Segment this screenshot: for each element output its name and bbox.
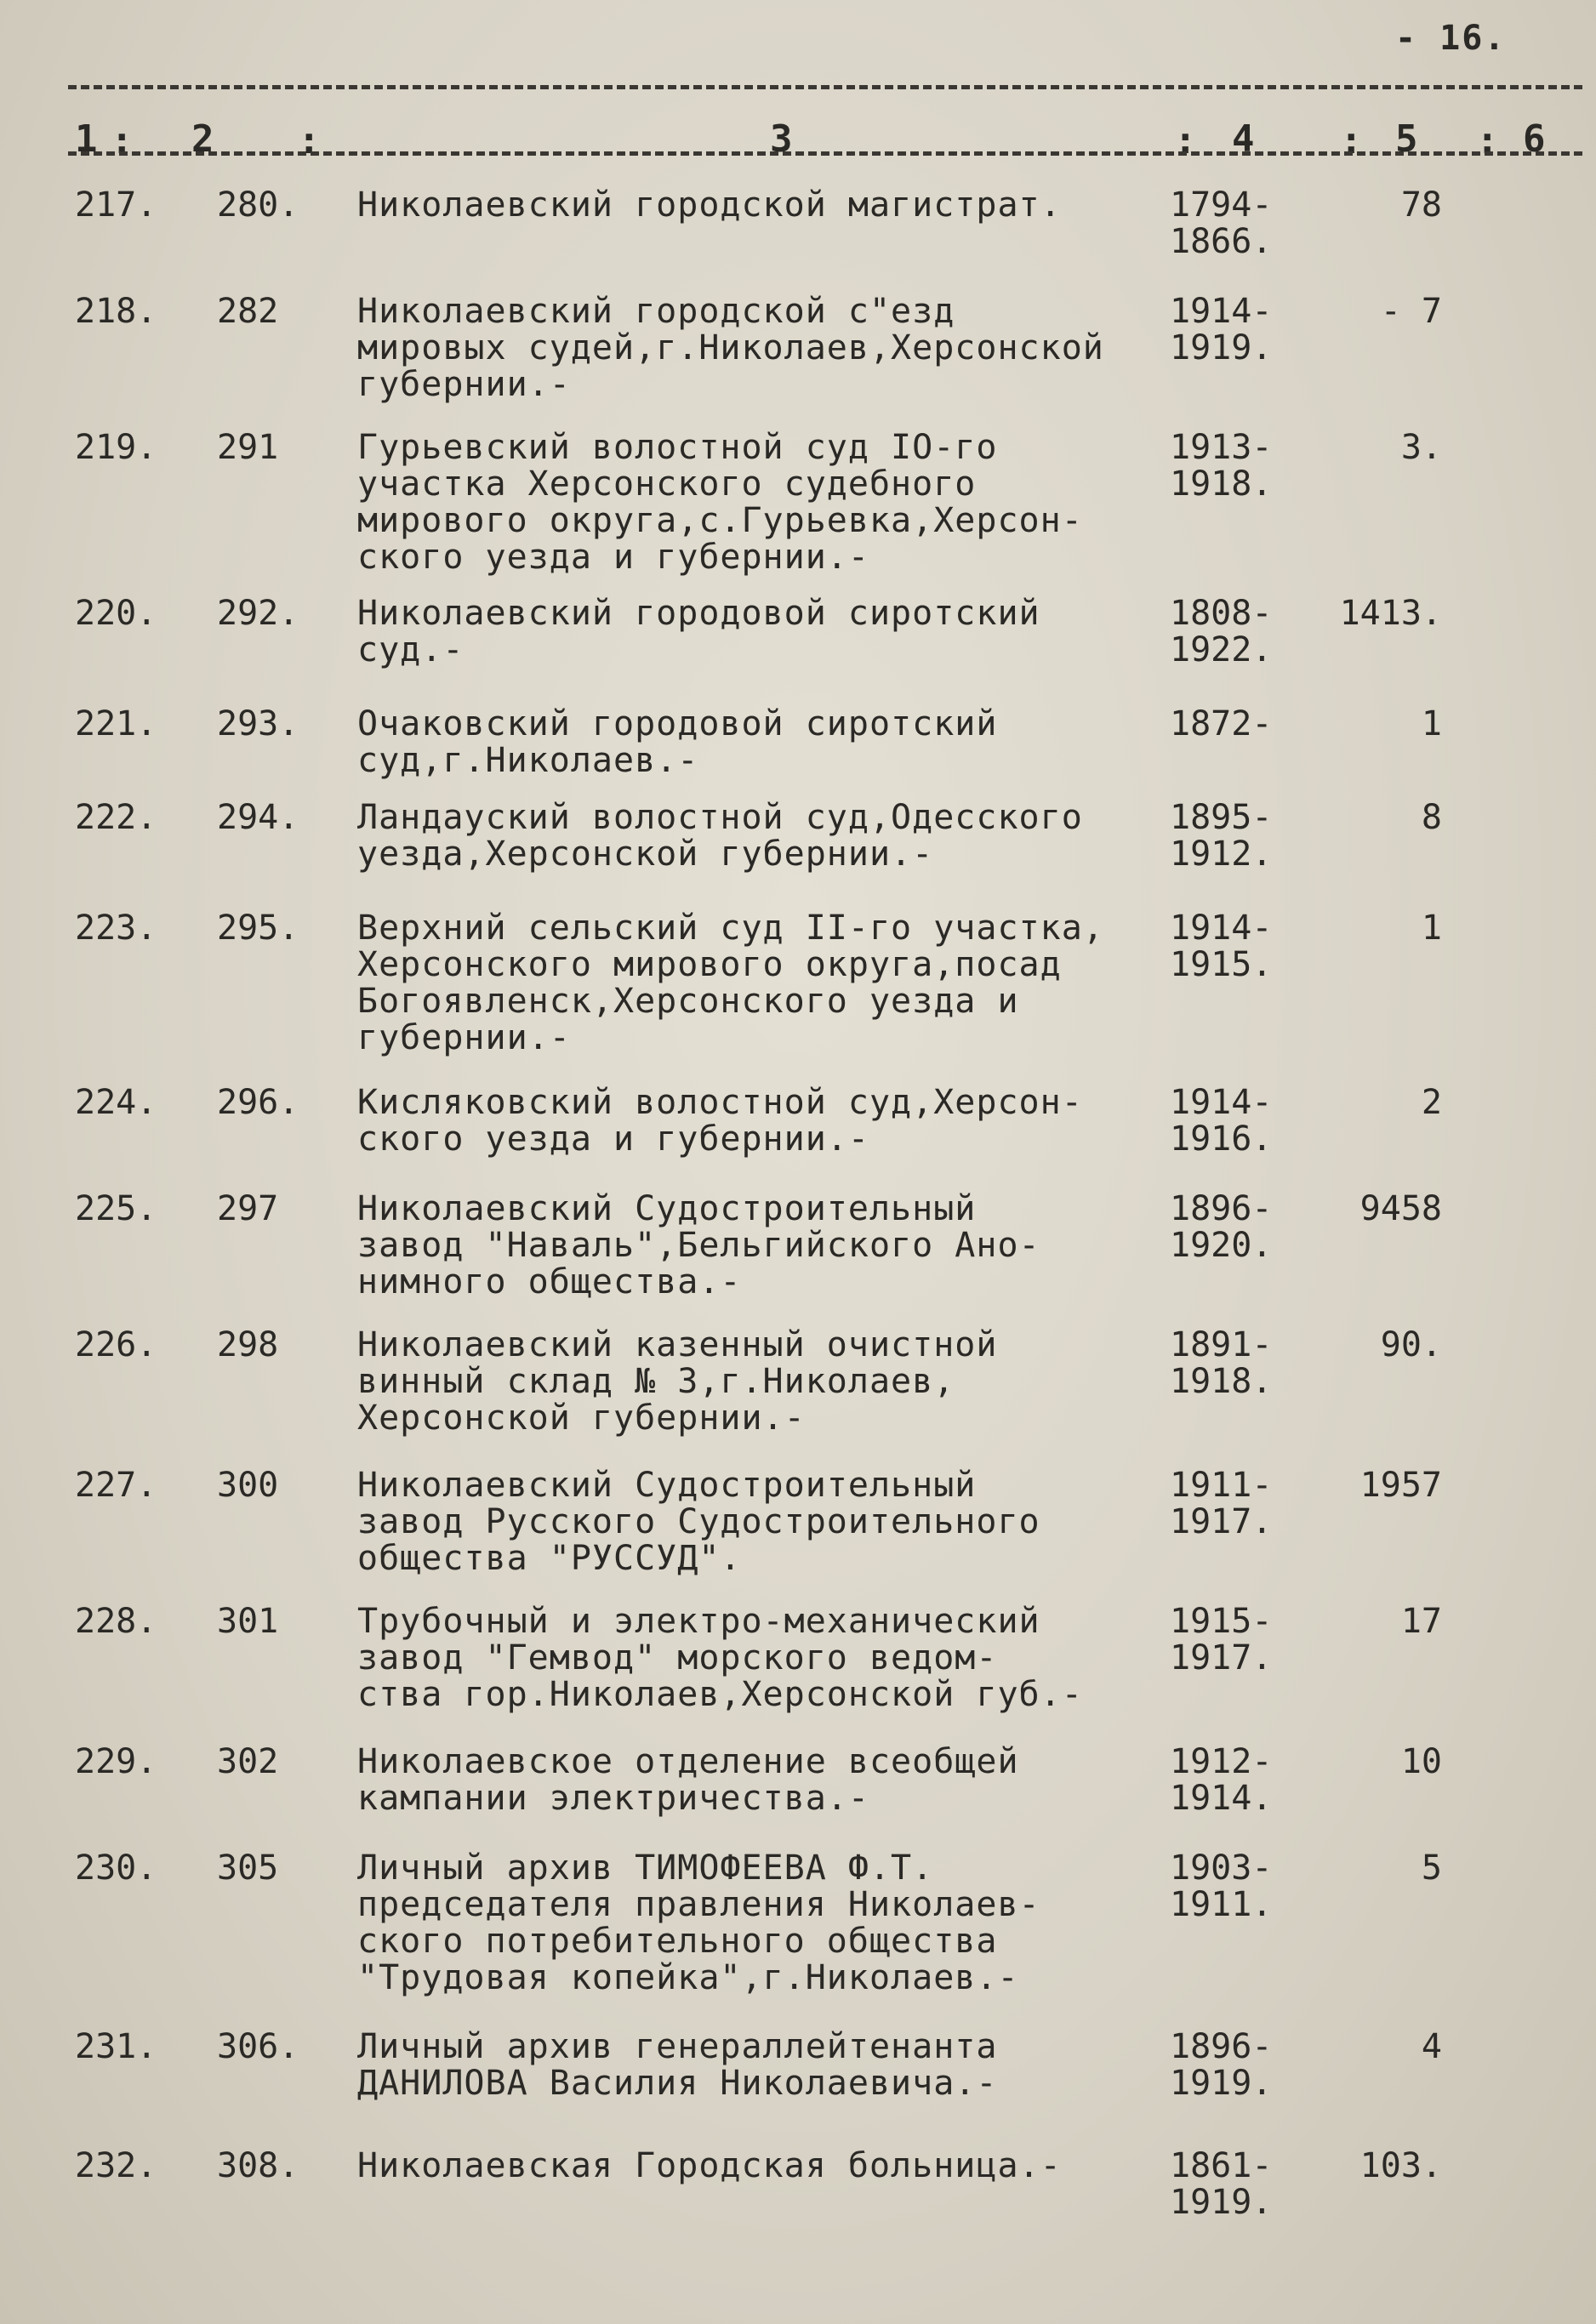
- year-line: 1911.: [1170, 1885, 1273, 1924]
- year-line: 1915.: [1170, 945, 1273, 984]
- year-line: 1922.: [1170, 630, 1273, 669]
- fond-title: [357, 430, 1083, 576]
- item-count: 2: [1421, 1083, 1442, 1122]
- year-line: 1914-: [1170, 1083, 1273, 1122]
- fond-title: [357, 1191, 1040, 1301]
- row-number: 231.: [75, 2027, 157, 2066]
- row-number: 232.: [75, 2146, 157, 2185]
- fond-title-line: Личный архив генераллейтенанта: [357, 2027, 998, 2066]
- fond-title-line: кампании электричества.-: [357, 1779, 869, 1818]
- year-line: 1916.: [1170, 1119, 1273, 1159]
- year-line: 1808-: [1170, 594, 1273, 633]
- year-line: 1911-: [1170, 1466, 1273, 1505]
- fond-title-line: участка Херсонского судебного: [357, 464, 977, 504]
- item-count: 10: [1400, 1742, 1442, 1781]
- fond-title: [357, 706, 997, 779]
- fond-number: 295.: [217, 909, 299, 948]
- year-line: 1919.: [1170, 2183, 1273, 2222]
- fond-title-line: губернии.-: [357, 365, 571, 404]
- item-count: 3.: [1400, 428, 1442, 467]
- top-dashed-rule: [68, 85, 1582, 89]
- date-range: [1170, 293, 1272, 367]
- fond-number: 308.: [217, 2146, 299, 2185]
- fond-number: 301: [217, 1602, 279, 1641]
- fond-title: [357, 2148, 1062, 2184]
- year-line: 1918.: [1170, 1362, 1273, 1401]
- year-line: 1919.: [1170, 2064, 1273, 2103]
- fond-title-line: завод "Гемвод" морского ведом-: [357, 1638, 998, 1677]
- fond-number: 282: [217, 292, 279, 331]
- column-separator: :: [111, 119, 134, 162]
- fond-number: 296.: [217, 1083, 299, 1122]
- fond-title: [357, 293, 1104, 403]
- column-separator: :: [298, 119, 321, 162]
- item-count: 1: [1421, 704, 1442, 743]
- fond-title-line: Николаевская Городская больница.-: [357, 2146, 1062, 2185]
- item-count: 103.: [1359, 2146, 1442, 2185]
- year-line: 1903-: [1170, 1848, 1273, 1888]
- fond-title-line: Гурьевский волостной суд IO-го: [357, 428, 998, 467]
- fond-title-line: мирового округа,с.Гурьевка,Херсон-: [357, 501, 1083, 540]
- year-line: 1872-: [1170, 704, 1273, 743]
- row-number: 221.: [75, 704, 157, 743]
- item-count: 5: [1421, 1848, 1442, 1888]
- date-range: [1170, 1191, 1272, 1264]
- column-header-4: 4: [1232, 117, 1255, 161]
- fond-title-line: Херсонского мирового округа,посад: [357, 945, 1062, 984]
- fond-number: 280.: [217, 185, 299, 225]
- fond-title-line: Николаевский городовой сиротский: [357, 594, 1040, 633]
- fond-title-line: Николаевский городской с"езд: [357, 292, 955, 331]
- fond-title: [357, 1603, 1083, 1713]
- row-number: 217.: [75, 185, 157, 225]
- fond-title-line: завод "Наваль",Бельгийского Ано-: [357, 1226, 1040, 1265]
- fond-title: [357, 1327, 997, 1437]
- page-number: - 16.: [1395, 19, 1507, 58]
- fond-title-line: Очаковский городовой сиротский: [357, 704, 998, 743]
- fond-number: 294.: [217, 798, 299, 837]
- row-number: 226.: [75, 1325, 157, 1364]
- fond-title-line: Херсонской губернии.-: [357, 1398, 806, 1438]
- fond-number: 302: [217, 1742, 279, 1781]
- fond-title-line: Николаевский казенный очистной: [357, 1325, 998, 1364]
- item-count: 90.: [1380, 1325, 1442, 1364]
- fond-title-line: председателя правления Николаев-: [357, 1885, 1040, 1924]
- fond-title-line: Николаевское отделение всеобщей: [357, 1742, 1019, 1781]
- row-number: 229.: [75, 1742, 157, 1781]
- year-line: 1794-: [1170, 185, 1273, 225]
- date-range: [1170, 706, 1272, 743]
- date-range: [1170, 1744, 1272, 1817]
- date-range: [1170, 800, 1272, 873]
- year-line: 1861-: [1170, 2146, 1273, 2185]
- fond-number: 291: [217, 428, 279, 467]
- fond-number: 293.: [217, 704, 299, 743]
- fond-title: [357, 910, 1104, 1057]
- fond-title-line: Верхний сельский суд II-го участка,: [357, 909, 1104, 948]
- item-count: 1413.: [1339, 594, 1442, 633]
- fond-title: [357, 2029, 997, 2102]
- fond-title: [357, 1467, 1040, 1577]
- item-count: 17: [1400, 1602, 1442, 1641]
- fond-title-line: нимного общества.-: [357, 1262, 742, 1302]
- item-count: 9458: [1359, 1189, 1442, 1228]
- fond-title-line: ства гор.Николаев,Херсонской губ.-: [357, 1675, 1083, 1714]
- fond-title-line: Личный архив ТИМОФЕЕВА Ф.Т.: [357, 1848, 934, 1888]
- fond-number: 300: [217, 1466, 279, 1505]
- fond-title-line: завод Русского Судостроительного: [357, 1502, 1040, 1541]
- date-range: [1170, 910, 1272, 983]
- fond-title-line: "Трудовая копейка",г.Николаев.-: [357, 1958, 1019, 1997]
- item-count: 78: [1400, 185, 1442, 225]
- row-number: 222.: [75, 798, 157, 837]
- row-number: 219.: [75, 428, 157, 467]
- fond-title-line: ского потребительного общества: [357, 1922, 998, 1961]
- column-header-6: 6: [1523, 117, 1546, 161]
- fond-title-line: Кисляковский волостной суд,Херсон-: [357, 1083, 1083, 1122]
- fond-number: 297: [217, 1189, 279, 1228]
- fond-title: [357, 1850, 1040, 1996]
- fond-title-line: ского уезда и губернии.-: [357, 1119, 869, 1159]
- fond-title: [357, 595, 1040, 669]
- fond-number: 292.: [217, 594, 299, 633]
- fond-title-line: винный склад № 3,г.Николаев,: [357, 1362, 955, 1401]
- fond-title-line: Николаевский Судостроительный: [357, 1466, 977, 1505]
- fond-title-line: ДАНИЛОВА Василия Николаевича.-: [357, 2064, 998, 2103]
- fond-title-line: губернии.-: [357, 1018, 571, 1057]
- fond-title: [357, 1085, 1083, 1158]
- year-line: 1891-: [1170, 1325, 1273, 1364]
- fond-title-line: мировых судей,г.Николаев,Херсонской: [357, 328, 1104, 367]
- year-line: 1896-: [1170, 2027, 1273, 2066]
- column-header-5: 5: [1395, 117, 1418, 161]
- fond-title: [357, 1744, 1019, 1817]
- fond-title-line: Богоявленск,Херсонского уезда и: [357, 982, 1019, 1021]
- year-line: 1919.: [1170, 328, 1273, 367]
- row-number: 227.: [75, 1466, 157, 1505]
- date-range: [1170, 430, 1272, 503]
- year-line: 1920.: [1170, 1226, 1273, 1265]
- fond-title-line: Трубочный и электро-механический: [357, 1602, 1040, 1641]
- year-line: 1866.: [1170, 222, 1273, 261]
- year-line: 1917.: [1170, 1638, 1273, 1677]
- date-range: [1170, 595, 1272, 669]
- row-number: 225.: [75, 1189, 157, 1228]
- date-range: [1170, 2029, 1272, 2102]
- item-count: - 7: [1380, 292, 1442, 331]
- fond-title: [357, 187, 1062, 224]
- fond-title: [357, 800, 1083, 873]
- year-line: 1912-: [1170, 1742, 1273, 1781]
- row-number: 224.: [75, 1083, 157, 1122]
- fond-title-line: уезда,Херсонской губернии.-: [357, 834, 934, 874]
- column-separator: :: [1174, 119, 1197, 162]
- year-line: 1915-: [1170, 1602, 1273, 1641]
- fond-title-line: Николаевский Судостроительный: [357, 1189, 977, 1228]
- row-number: 223.: [75, 909, 157, 948]
- item-count: 1: [1421, 909, 1442, 948]
- date-range: [1170, 1327, 1272, 1400]
- column-separator: :: [1476, 119, 1499, 162]
- date-range: [1170, 1850, 1272, 1923]
- row-number: 228.: [75, 1602, 157, 1641]
- column-header-3: 3: [770, 117, 793, 161]
- date-range: [1170, 2148, 1272, 2221]
- year-line: 1914.: [1170, 1779, 1273, 1818]
- fond-title-line: суд,г.Николаев.-: [357, 741, 699, 780]
- fond-title-line: ского уезда и губернии.-: [357, 538, 869, 577]
- fond-number: 306.: [217, 2027, 299, 2066]
- year-line: 1914-: [1170, 909, 1273, 948]
- fond-title-line: общества "РУССУД".: [357, 1539, 742, 1578]
- column-header-1: 1: [75, 117, 98, 161]
- year-line: 1918.: [1170, 464, 1273, 504]
- column-header-2: 2: [191, 117, 214, 161]
- item-count: 1957: [1359, 1466, 1442, 1505]
- fond-title-line: суд.-: [357, 630, 465, 669]
- row-number: 230.: [75, 1848, 157, 1888]
- fond-title-line: Николаевский городской магистрат.: [357, 185, 1062, 225]
- row-number: 220.: [75, 594, 157, 633]
- date-range: [1170, 1085, 1272, 1158]
- year-line: 1913-: [1170, 428, 1273, 467]
- header-dashed-rule: [68, 151, 1582, 156]
- fond-number: 305: [217, 1848, 279, 1888]
- year-line: 1914-: [1170, 292, 1273, 331]
- date-range: [1170, 1467, 1272, 1541]
- item-count: 4: [1421, 2027, 1442, 2066]
- date-range: [1170, 1603, 1272, 1677]
- year-line: 1896-: [1170, 1189, 1273, 1228]
- year-line: 1895-: [1170, 798, 1273, 837]
- fond-number: 298: [217, 1325, 279, 1364]
- fond-title-line: Ландауский волостной суд,Одесского: [357, 798, 1083, 837]
- row-number: 218.: [75, 292, 157, 331]
- year-line: 1912.: [1170, 834, 1273, 874]
- item-count: 8: [1421, 798, 1442, 837]
- column-separator: :: [1340, 119, 1363, 162]
- year-line: 1917.: [1170, 1502, 1273, 1541]
- date-range: [1170, 187, 1272, 260]
